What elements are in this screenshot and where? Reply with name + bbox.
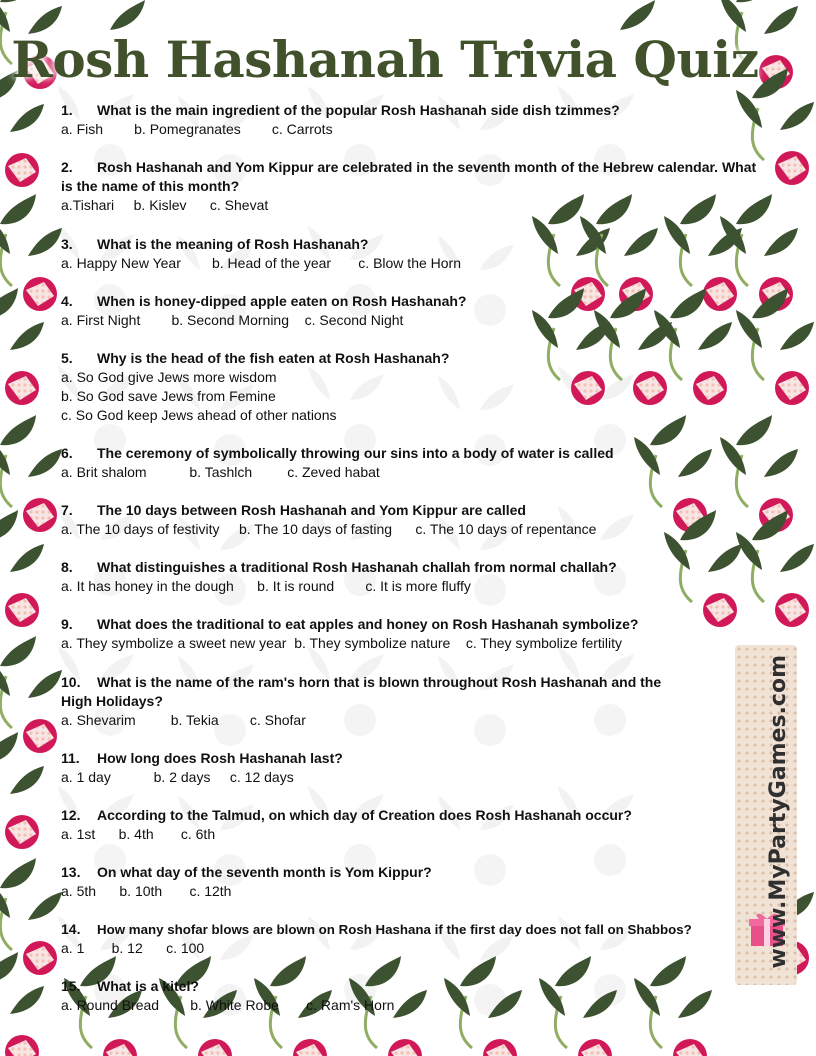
option-a: a.Tishari — [61, 197, 115, 213]
option-b: b. Tashlch — [189, 464, 253, 480]
option-a: a. Happy New Year — [61, 255, 181, 271]
question-number: 14. — [61, 921, 81, 937]
question-text: When is honey-dipped apple eaten on Rosh Hashanah? — [97, 293, 467, 309]
question-text: Why is the head of the fish eaten at Rosh Hashanah? — [97, 350, 450, 366]
option-b: b. Tekia — [170, 712, 219, 728]
question-text: What is the name of the ram's horn that is blown throughout Rosh Hashanah and the High Holidays? — [61, 674, 662, 709]
question-number: 8. — [61, 559, 73, 575]
option-c: c. 12th — [189, 883, 232, 899]
question-number: 4. — [61, 293, 73, 309]
option-b: b. Pomegranates — [134, 121, 241, 137]
question-text: Rosh Hashanah and Yom Kippur are celebrated in the seventh month of the Hebrew calendar. What is the name of this month? — [61, 159, 757, 194]
option-c: c. Blow the Horn — [358, 255, 462, 271]
option-b: b. 4th — [118, 826, 154, 842]
question-number: 2. — [61, 159, 73, 175]
question-number: 5. — [61, 350, 73, 366]
option-b: b. 12 — [111, 940, 143, 956]
question-number: 3. — [61, 236, 73, 252]
question-4 — [61, 292, 761, 330]
option-c: c. Carrots — [271, 121, 333, 137]
option-b: b. They symbolize nature — [294, 635, 451, 651]
option-b: b. The 10 days of fasting — [238, 521, 393, 537]
option-b: b. 10th — [119, 883, 163, 899]
option-c: c. So God keep Jews ahead of other nations — [61, 407, 337, 423]
option-b: b. Head of the year — [211, 255, 332, 271]
option-a: a. The 10 days of festivity — [61, 521, 220, 537]
option-a: a. They symbolize a sweet new year — [61, 635, 287, 651]
option-a: a. Brit shalom — [61, 464, 147, 480]
option-c: c. They symbolize fertility — [465, 635, 623, 651]
option-c: c. Shevat — [209, 197, 269, 213]
site-url: www.MyPartyGames.com — [766, 655, 791, 969]
question-text: What does the traditional to eat apples and honey on Rosh Hashanah symbolize? — [97, 616, 639, 632]
option-b: b. White Robe — [190, 997, 279, 1013]
question-number: 15. — [61, 978, 81, 994]
page-title: Rosh Hashanah Trivia Quiz — [11, 30, 759, 89]
question-10 — [61, 673, 681, 730]
question-text: What is the meaning of Rosh Hashanah? — [97, 236, 369, 252]
question-13 — [61, 863, 761, 901]
question-number: 1. — [61, 102, 73, 118]
option-b: b. It is round — [257, 578, 335, 594]
question-1 — [61, 101, 761, 139]
question-text: How long does Rosh Hashanah last? — [97, 750, 343, 766]
option-c: c. It is more fluffy — [365, 578, 471, 594]
question-text: According to the Talmud, on which day of Creation does Rosh Hashanah occur? — [97, 807, 632, 823]
option-c: c. Second Night — [304, 312, 404, 328]
question-text: The ceremony of symbolically throwing our sins into a body of water is called — [97, 445, 614, 461]
option-c: c. The 10 days of repentance — [415, 521, 597, 537]
question-5 — [61, 349, 761, 425]
question-12 — [61, 806, 761, 844]
question-number: 12. — [61, 807, 81, 823]
option-a: a. Shevarim — [61, 712, 136, 728]
option-a: a. 1 day — [61, 769, 111, 785]
option-a: a. 5th — [61, 883, 97, 899]
option-a: a. So God give Jews more wisdom — [61, 369, 277, 385]
question-text: What distinguishes a traditional Rosh Hashanah challah from normal challah? — [97, 559, 617, 575]
question-8 — [61, 558, 761, 596]
question-3 — [61, 235, 761, 273]
option-c: c. Zeved habat — [287, 464, 380, 480]
option-a: a. Fish — [61, 121, 104, 137]
option-a: a. Round Bread — [61, 997, 160, 1013]
question-text: What is a kitel? — [97, 978, 199, 994]
question-number: 9. — [61, 616, 73, 632]
question-7 — [61, 501, 761, 539]
question-15 — [61, 977, 761, 1015]
option-c: c. 12 days — [229, 769, 294, 785]
question-11 — [61, 749, 761, 787]
option-a: a. 1st — [61, 826, 96, 842]
question-2 — [61, 158, 761, 215]
question-6 — [61, 444, 761, 482]
question-text: What is the main ingredient of the popular Rosh Hashanah side dish tzimmes? — [97, 102, 620, 118]
question-number: 10. — [61, 674, 81, 690]
question-number: 11. — [61, 750, 80, 766]
question-9 — [61, 615, 761, 653]
question-text: The 10 days between Rosh Hashanah and Yom Kippur are called — [97, 502, 526, 518]
option-c: c. Shofar — [249, 712, 306, 728]
question-number: 7. — [61, 502, 73, 518]
option-c: c. Ram's Horn — [306, 997, 395, 1013]
question-text: On what day of the seventh month is Yom Kippur? — [97, 864, 432, 880]
option-b: b. Second Morning — [171, 312, 290, 328]
question-number: 13. — [61, 864, 81, 880]
option-a: a. 1 — [61, 940, 85, 956]
option-b: b. 2 days — [153, 769, 211, 785]
question-text: How many shofar blows are blown on Rosh Hashana if the first day does not fall on Shabbos? — [97, 922, 692, 937]
option-c: c. 100 — [166, 940, 205, 956]
question-14 — [61, 920, 761, 958]
option-a: a. It has honey in the dough — [61, 578, 234, 594]
option-b: b. Kislev — [133, 197, 187, 213]
option-c: c. 6th — [180, 826, 216, 842]
option-a: a. First Night — [61, 312, 141, 328]
question-number: 6. — [61, 445, 73, 461]
option-b: b. So God save Jews from Femine — [61, 388, 276, 404]
